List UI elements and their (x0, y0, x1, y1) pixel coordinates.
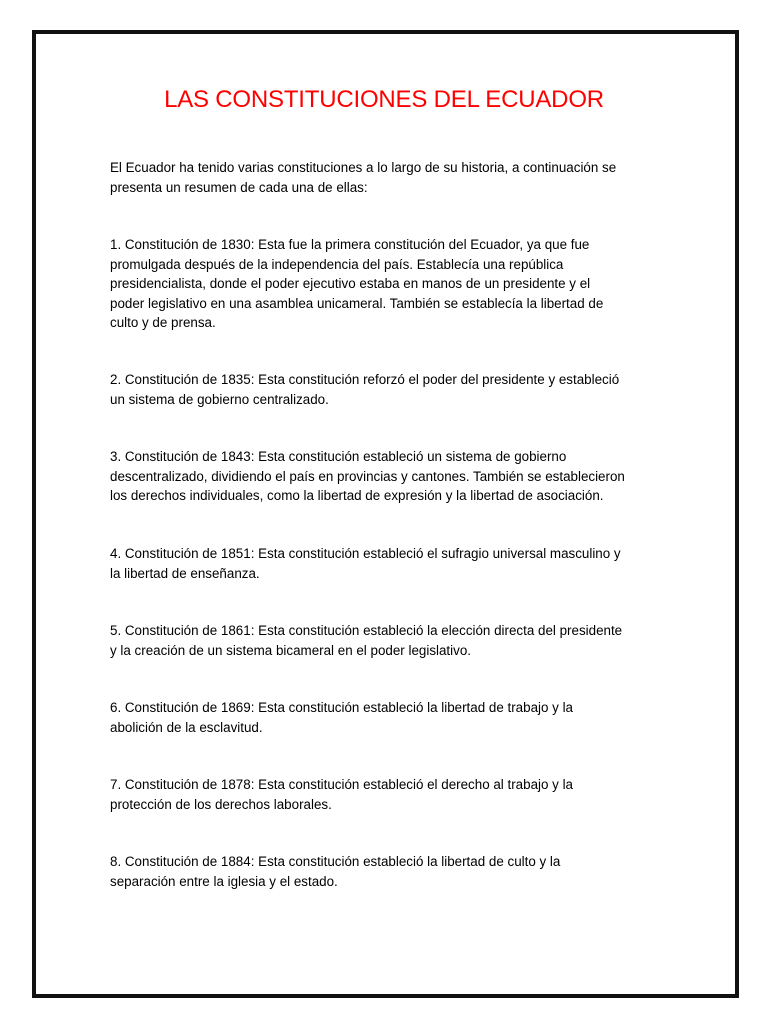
text-line: protección de los derechos laborales. (110, 796, 332, 812)
text-line: 4. Constitución de 1851: Esta constitución estableció el sufragio universal masculino y (110, 546, 621, 561)
text-line: la libertad de enseñanza. (110, 565, 260, 581)
text-line: culto y de prensa. (110, 315, 216, 330)
constitution-1835-paragraph (110, 370, 670, 409)
text-line: 5. Constitución de 1861: Esta constitución estableció la elección directa del presidente (110, 623, 623, 638)
constitution-1869-paragraph (110, 698, 670, 737)
text-line: 2. Constitución de 1835: Esta constitución reforzó el poder del presidente y estableció (110, 372, 620, 387)
document-title: LAS CONSTITUCIONES DEL ECUADOR (164, 86, 604, 113)
text-line: 1. Constitución de 1830: Esta fue la primera constitución del Ecuador, ya que fue (110, 237, 590, 252)
constitution-1861-paragraph (110, 621, 670, 660)
text-line: poder legislativo en una asamblea unicameral. También se establecía la libertad de (110, 295, 604, 311)
text-line: descentralizado, dividiendo el país en provincias y cantones. También se establecieron (110, 468, 625, 484)
constitution-1843-paragraph (110, 447, 670, 506)
constitution-1884-paragraph (110, 852, 670, 891)
text-line: presenta un resumen de cada una de ellas: (110, 179, 368, 195)
text-line: un sistema de gobierno centralizado. (110, 391, 329, 407)
constitution-1851-paragraph (110, 544, 670, 583)
constitution-1878-paragraph (110, 775, 670, 814)
text-line: 3. Constitución de 1843: Esta constitución estableció un sistema de gobierno (110, 449, 567, 464)
intro-paragraph (110, 158, 670, 197)
text-line: 6. Constitución de 1869: Esta constitución estableció la libertad de trabajo y la (110, 700, 574, 715)
constitution-1830-paragraph (110, 235, 670, 333)
text-line: 7. Constitución de 1878: Esta constitución estableció el derecho al trabajo y la (110, 777, 574, 792)
text-line: los derechos individuales, como la libertad de expresión y la libertad de asociación. (110, 488, 604, 503)
text-line: presidencialista, donde el poder ejecutivo estaba en manos de un presidente y el (110, 276, 591, 291)
text-line: separación entre la iglesia y el estado. (110, 873, 338, 889)
text-line: El Ecuador ha tenido varias constituciones a lo largo de su historia, a continuación se (110, 160, 617, 175)
text-line: 8. Constitución de 1884: Esta constitución estableció la libertad de culto y la (110, 854, 561, 869)
text-line: abolición de la esclavitud. (110, 719, 263, 735)
text-line: promulgada después de la independencia del país. Establecía una república (110, 256, 564, 272)
text-line: y la creación de un sistema bicameral en el poder legislativo. (110, 642, 471, 658)
